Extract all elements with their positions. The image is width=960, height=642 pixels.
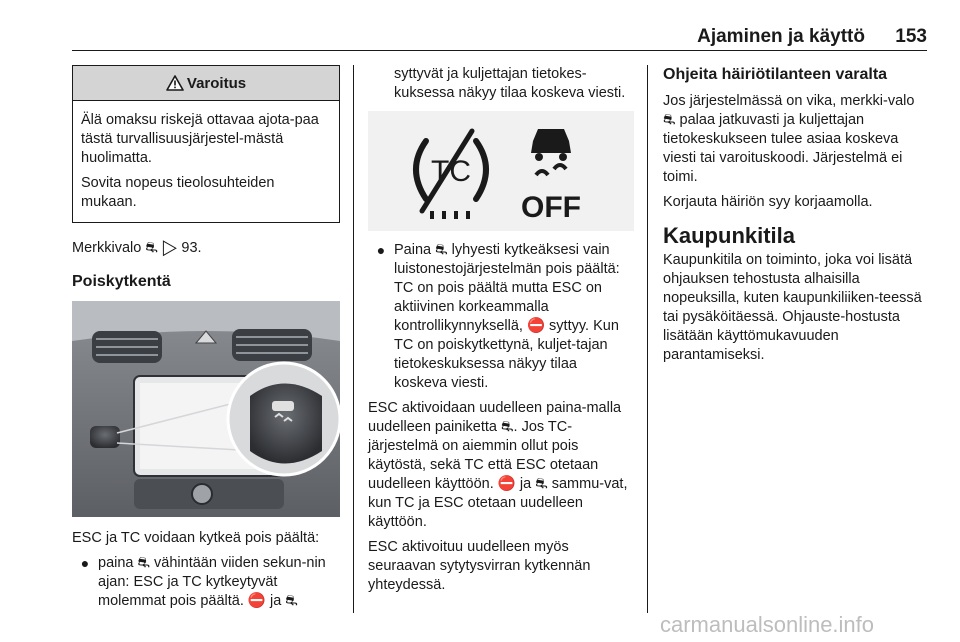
warning-header <box>73 66 339 101</box>
list-item-text: Paina ⛐ lyhyesti kytkeäksesi vain luistonestojärjestelmän pois päältä: TC on pois päältä mutta ESC on aktiivinen korkeammalla kontrollikynnyksellä, ⛔ syttyy. Kun TC on poiskytkettynä, kuljet-tajan tietokeskuksessa näkyy tilaa koskeva viesti. <box>394 242 620 391</box>
body-text: Korjauta häiriön syy korjaamolla. <box>663 194 873 210</box>
body-text: ESC aktivoidaan uudelleen paina-malla uudelleen painiketta ⛐. Jos TC-järjestelmä on aiemmin ollut pois käytöstä, sekä TC että ESC otetaan uudelleen käyttöön. ⛔ ja ⛐ sammu-vat, kun TC ja ESC otetaan uudelleen käyttöön. <box>368 400 628 530</box>
column-1 <box>72 65 340 617</box>
section-title: Poiskytkentä <box>72 273 171 290</box>
bullet-dot-icon: ● <box>80 555 90 571</box>
tc-icon-text: TC <box>431 155 471 188</box>
warning-text: Älä omaksu riskejä ottavaa ajota-paa tästä turvallisuusjärjestel-mästä huolimatta. <box>81 112 319 166</box>
off-icon-text: OFF <box>521 191 581 224</box>
warning-text: Sovita nopeus tieolosuhteiden mukaan. <box>81 175 275 210</box>
warning-box <box>72 65 340 223</box>
list-item <box>368 241 634 393</box>
subsection-title: Ohjeita häiriötilanteen varalta <box>663 66 888 83</box>
bullet-dot-icon: ● <box>376 242 386 258</box>
warning-title: Varoitus <box>186 74 247 92</box>
list-item-text: paina ⛐ vähintään viiden sekun-nin ajan: ESC ja TC kytkeytyvät molemmat pois päältä. ⛔ ja ⛐ <box>98 555 326 609</box>
dashboard-photo <box>72 301 340 517</box>
page-header <box>72 24 927 51</box>
body-text: Jos järjestelmässä on vika, merkki-valo ⛐ palaa jatkuvasti ja kuljettajan tietokeskukseen tulee asiaa koskeva viesti tai varoituskoodi. Järjestelmä ei toimi. <box>663 93 915 185</box>
column-divider <box>353 65 354 613</box>
list-item <box>72 554 340 611</box>
column-2 <box>368 65 634 601</box>
indicator-icons-panel <box>368 111 634 231</box>
running-title: Ajaminen ja käyttö <box>697 26 865 47</box>
section-title: Kaupunkitila <box>663 223 796 248</box>
intro-text: ESC ja TC voidaan kytkeä pois päältä: <box>72 530 320 546</box>
indicator-reference: Merkkivalo ⛐ ▷ 93. <box>72 240 202 256</box>
page-number: 153 <box>895 26 927 47</box>
watermark: carmanualsonline.info <box>660 612 875 637</box>
body-text: Kaupunkitila on toiminto, joka voi lisätä ohjauksen tehostusta alhaisilla nopeuksilla, kuten kaupunkiliiken-teessä tai pysäköitäessä. Ohjauste-hostusta lisätään käyttömukavuuden parantamiseksi. <box>663 252 922 363</box>
column-3 <box>663 65 927 371</box>
body-text: ESC aktivoituu uudelleen myös seuraavan sytytysvirran kytkennän yhteydessä. <box>368 539 591 593</box>
list-item-continuation: syttyvät ja kuljettajan tietokes-kuksessa näkyy tilaa koskeva viesti. <box>394 66 626 101</box>
warning-triangle-icon <box>166 75 184 91</box>
column-divider <box>647 65 648 613</box>
